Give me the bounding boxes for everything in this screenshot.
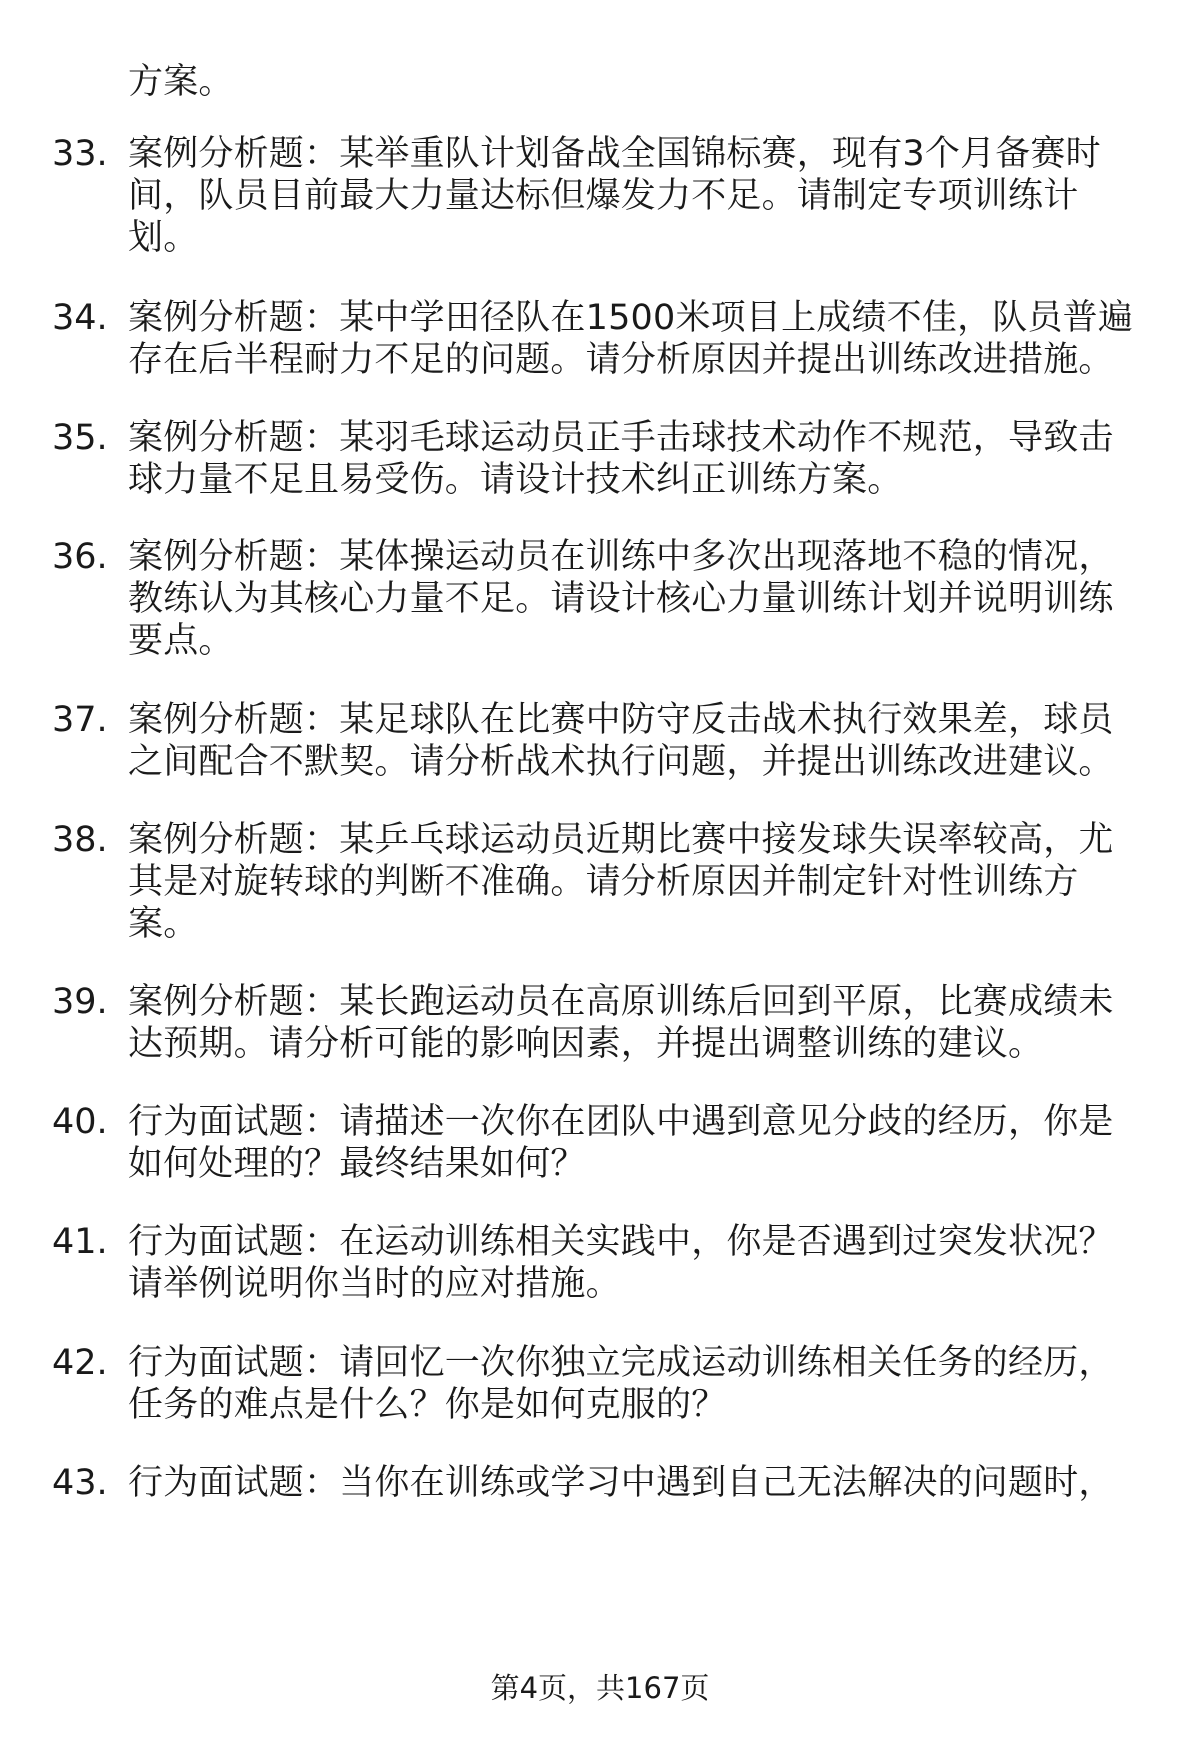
question-number: 36.: [52, 537, 108, 577]
question-text-line: 要点。: [128, 621, 234, 661]
question-text-line: 案例分析题：某足球队在比赛中防守反击战术执行效果差，球员: [128, 700, 1114, 740]
question-text-line: 请举例说明你当时的应对措施。: [128, 1264, 621, 1304]
question-text-line: 案例分析题：某体操运动员在训练中多次出现落地不稳的情况，: [128, 537, 1114, 577]
question-text-line: 行为面试题：当你在训练或学习中遇到自己无法解决的问题时，: [128, 1463, 1114, 1503]
question-text-line: 案例分析题：某羽毛球运动员正手击球技术动作不规范，导致击: [128, 418, 1114, 458]
question-text-line: 行为面试题：请描述一次你在团队中遇到意见分歧的经历，你是: [128, 1102, 1114, 1142]
question-text-line: 行为面试题：请回忆一次你独立完成运动训练相关任务的经历，: [128, 1343, 1114, 1383]
question-number: 34.: [52, 298, 108, 338]
continuation-text: 方案。: [128, 62, 234, 102]
question-text-line: 案例分析题：某长跑运动员在高原训练后回到平原，比赛成绩未: [128, 982, 1114, 1022]
question-text-line: 教练认为其核心力量不足。请设计核心力量训练计划并说明训练: [128, 579, 1114, 619]
question-text-line: 之间配合不默契。请分析战术执行问题，并提出训练改进建议。: [128, 742, 1114, 782]
question-number: 38.: [52, 820, 108, 860]
question-text-line: 案。: [128, 904, 199, 944]
question-text-line: 如何处理的？最终结果如何？: [128, 1144, 586, 1184]
question-number: 41.: [52, 1222, 108, 1262]
question-number: 37.: [52, 700, 108, 740]
question-number: 42.: [52, 1343, 108, 1383]
question-text-line: 案例分析题：某举重队计划备战全国锦标赛，现有3个月备赛时: [128, 134, 1101, 174]
question-number: 39.: [52, 982, 108, 1022]
question-text-line: 其是对旋转球的判断不准确。请分析原因并制定针对性训练方: [128, 862, 1079, 902]
question-text-line: 案例分析题：某乒乓球运动员近期比赛中接发球失误率较高，尤: [128, 820, 1114, 860]
question-text-line: 达预期。请分析可能的影响因素，并提出调整训练的建议。: [128, 1024, 1044, 1064]
question-number: 40.: [52, 1102, 108, 1142]
question-text-line: 案例分析题：某中学田径队在1500米项目上成绩不佳，队员普遍: [128, 298, 1134, 338]
question-text-line: 行为面试题：在运动训练相关实践中，你是否遇到过突发状况？: [128, 1222, 1114, 1262]
question-text-line: 球力量不足且易受伤。请设计技术纠正训练方案。: [128, 460, 903, 500]
question-number: 33.: [52, 134, 108, 174]
question-text-line: 任务的难点是什么？你是如何克服的？: [128, 1385, 727, 1425]
question-number: 43.: [52, 1463, 108, 1503]
question-text-line: 存在后半程耐力不足的问题。请分析原因并提出训练改进措施。: [128, 340, 1114, 380]
page-number-footer: 第4页，共167页: [490, 1671, 710, 1705]
question-number: 35.: [52, 418, 108, 458]
question-text-line: 间，队员目前最大力量达标但爆发力不足。请制定专项训练计: [128, 176, 1079, 216]
question-text-line: 划。: [128, 218, 199, 258]
